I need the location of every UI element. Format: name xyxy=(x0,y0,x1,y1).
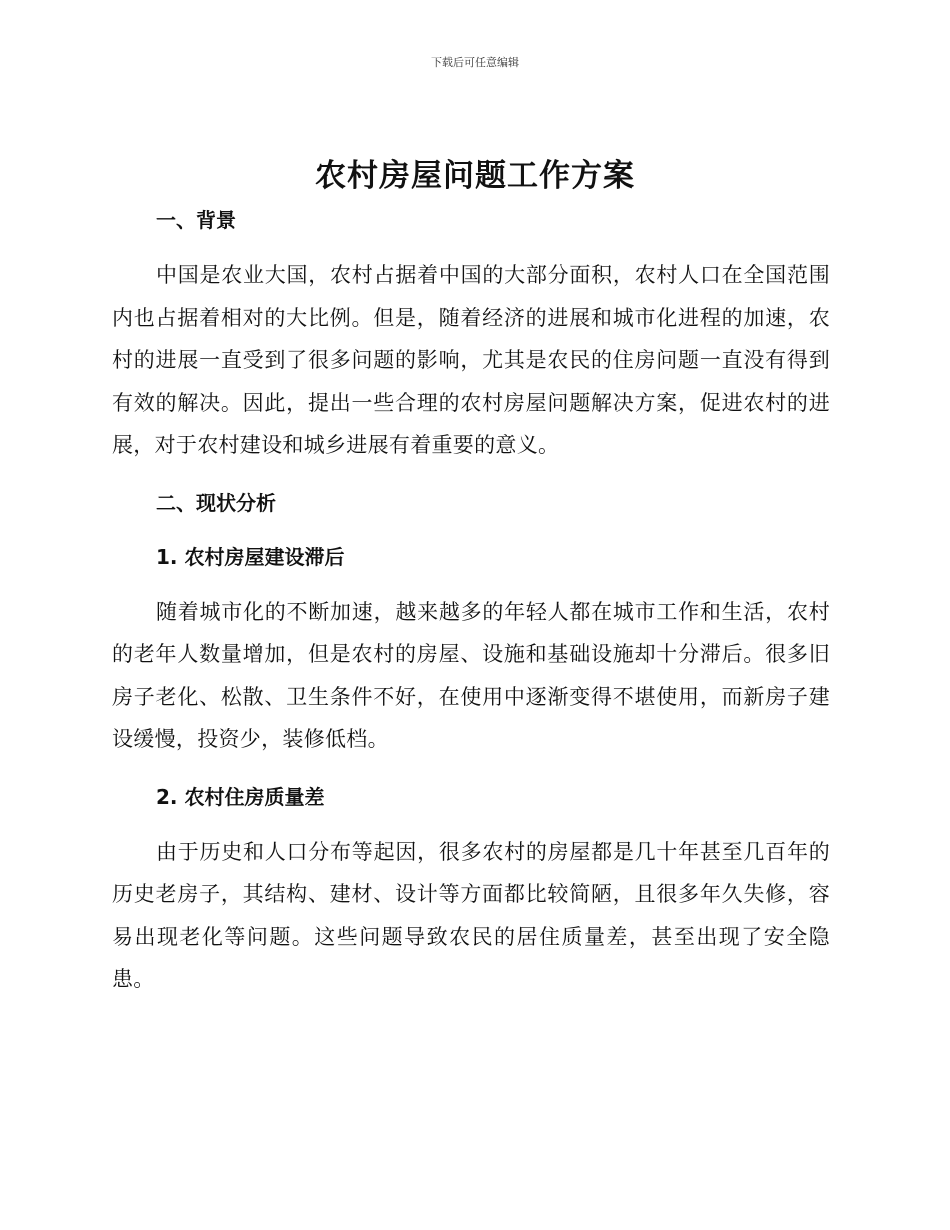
section-heading-status-analysis: 二、现状分析 xyxy=(156,490,276,515)
subsection-paragraph-construction-lag: 随着城市化的不断加速，越来越多的年轻人都在城市工作和生活，农村的老年人数量增加，但是农村的房屋、设施和基础设施却十分滞后。很多旧房子老化、松散、卫生条件不好，在使用中逐渐变得不堪使用，而新房子建设缓慢，投资少，装修低档。 xyxy=(112,599,830,751)
subsection-heading-housing-quality: 2. 农村住房质量差 xyxy=(156,784,325,809)
document-title: 农村房屋问题工作方案 xyxy=(315,158,635,194)
section-heading-background: 一、背景 xyxy=(156,208,236,232)
header-note: 下载后可任意编辑 xyxy=(431,56,519,69)
subsection-paragraph-housing-quality: 由于历史和人口分布等起因，很多农村的房屋都是几十年甚至几百年的历史老房子，其结构、建材、设计等方面都比较简陋，且很多年久失修，容易出现老化等问题。这些问题导致农民的居住质量差，甚至出现了安全隐患。 xyxy=(112,839,830,991)
document-body xyxy=(112,200,830,1001)
section-paragraph-background: 中国是农业大国，农村占据着中国的大部分面积，农村人口在全国范围内也占据着相对的大比例。但是，随着经济的进展和城市化进程的加速，农村的进展一直受到了很多问题的影响，尤其是农民的住房问题一直没有得到有效的解决。因此，提出一些合理的农村房屋问题解决方案，促进农村的进展，对于农村建设和城乡进展有着重要的意义。 xyxy=(112,263,830,457)
subsection-heading-construction-lag: 1. 农村房屋建设滞后 xyxy=(156,544,345,569)
